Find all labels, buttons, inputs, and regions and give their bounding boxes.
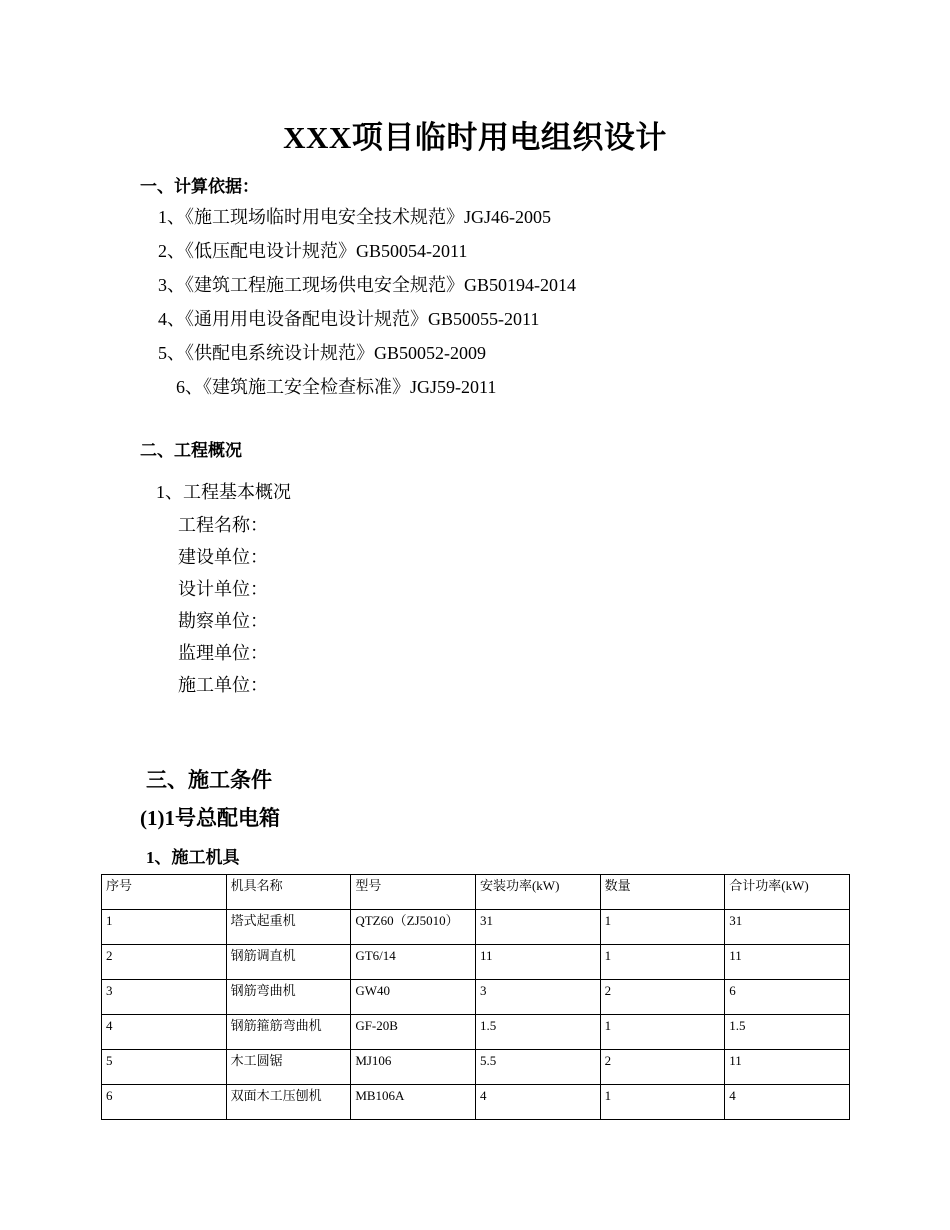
field-survey-unit: 勘察单位：	[178, 611, 268, 631]
table-cell: 11	[725, 1050, 850, 1085]
table-header-row	[102, 875, 850, 910]
table-cell: 1	[600, 910, 725, 945]
table-cell: 钢筋弯曲机	[226, 980, 351, 1015]
table-cell: MB106A	[351, 1085, 476, 1120]
table-cell: 31	[725, 910, 850, 945]
reference-item: 5、《供配电系统设计规范》GB50052-2009	[158, 343, 486, 363]
col-header-quantity: 数量	[600, 875, 725, 910]
table-cell: 1	[600, 945, 725, 980]
section-heading-conditions: 三、施工条件	[146, 768, 272, 792]
subsection-heading-basic-overview: 1、工程基本概况	[156, 482, 291, 502]
table-cell: GF-20B	[351, 1015, 476, 1050]
table-cell: 1.5	[725, 1015, 850, 1050]
section-heading-overview: 二、工程概况	[140, 441, 242, 460]
table-cell: GW40	[351, 980, 476, 1015]
reference-item: 3、《建筑工程施工现场供电安全规范》GB50194-2014	[158, 275, 576, 295]
field-supervision-unit: 监理单位：	[178, 643, 268, 663]
reference-item: 1、《施工现场临时用电安全技术规范》JGJ46-2005	[158, 207, 552, 227]
table-cell: 1.5	[475, 1015, 600, 1050]
col-header-machine-name: 机具名称	[226, 875, 351, 910]
table-cell: 3	[102, 980, 227, 1015]
machines-heading: 1、施工机具	[146, 848, 240, 867]
col-header-index: 序号	[102, 875, 227, 910]
table-cell: 2	[600, 980, 725, 1015]
table-cell: 6	[725, 980, 850, 1015]
document-title: XXX项目临时用电组织设计	[283, 120, 667, 155]
field-project-name: 工程名称：	[178, 515, 268, 535]
table-cell: 2	[102, 945, 227, 980]
table-cell: 1	[102, 910, 227, 945]
table-cell: 钢筋调直机	[226, 945, 351, 980]
reference-item: 4、《通用用电设备配电设计规范》GB50055-2011	[158, 309, 540, 329]
table-cell: 钢筋箍筋弯曲机	[226, 1015, 351, 1050]
table-cell: 双面木工压刨机	[226, 1085, 351, 1120]
table-cell: 木工圆锯	[226, 1050, 351, 1085]
table-cell: MJ106	[351, 1050, 476, 1085]
table-row	[102, 1015, 850, 1050]
table-cell: 6	[102, 1085, 227, 1120]
col-header-model: 型号	[351, 875, 476, 910]
reference-item: 2、《低压配电设计规范》GB50054-2011	[158, 241, 468, 261]
table-cell: 11	[725, 945, 850, 980]
reference-item: 6、《建筑施工安全检查标准》JGJ59-2011	[176, 377, 497, 397]
table-cell: 11	[475, 945, 600, 980]
table-cell: 5	[102, 1050, 227, 1085]
field-construction-unit: 建设单位：	[178, 547, 268, 567]
table-cell: 4	[725, 1085, 850, 1120]
distribution-box-heading: (1)1号总配电箱	[140, 806, 280, 830]
col-header-installed-power: 安装功率(kW)	[475, 875, 600, 910]
table-cell: 2	[600, 1050, 725, 1085]
table-cell: 1	[600, 1015, 725, 1050]
equipment-table	[101, 874, 850, 1120]
table-row	[102, 1085, 850, 1120]
table-cell: 4	[475, 1085, 600, 1120]
field-contractor-unit: 施工单位：	[178, 675, 268, 695]
table-row	[102, 980, 850, 1015]
table-row	[102, 945, 850, 980]
table-row	[102, 1050, 850, 1085]
table-cell: GT6/14	[351, 945, 476, 980]
table-cell: QTZ60（ZJ5010）	[351, 910, 476, 945]
table-cell: 4	[102, 1015, 227, 1050]
col-header-total-power: 合计功率(kW)	[725, 875, 850, 910]
table-cell: 塔式起重机	[226, 910, 351, 945]
section-heading-basis: 一、计算依据：	[140, 177, 259, 196]
table-row	[102, 910, 850, 945]
table-cell: 5.5	[475, 1050, 600, 1085]
table-cell: 3	[475, 980, 600, 1015]
table-cell: 1	[600, 1085, 725, 1120]
field-design-unit: 设计单位：	[178, 579, 268, 599]
table-cell: 31	[475, 910, 600, 945]
